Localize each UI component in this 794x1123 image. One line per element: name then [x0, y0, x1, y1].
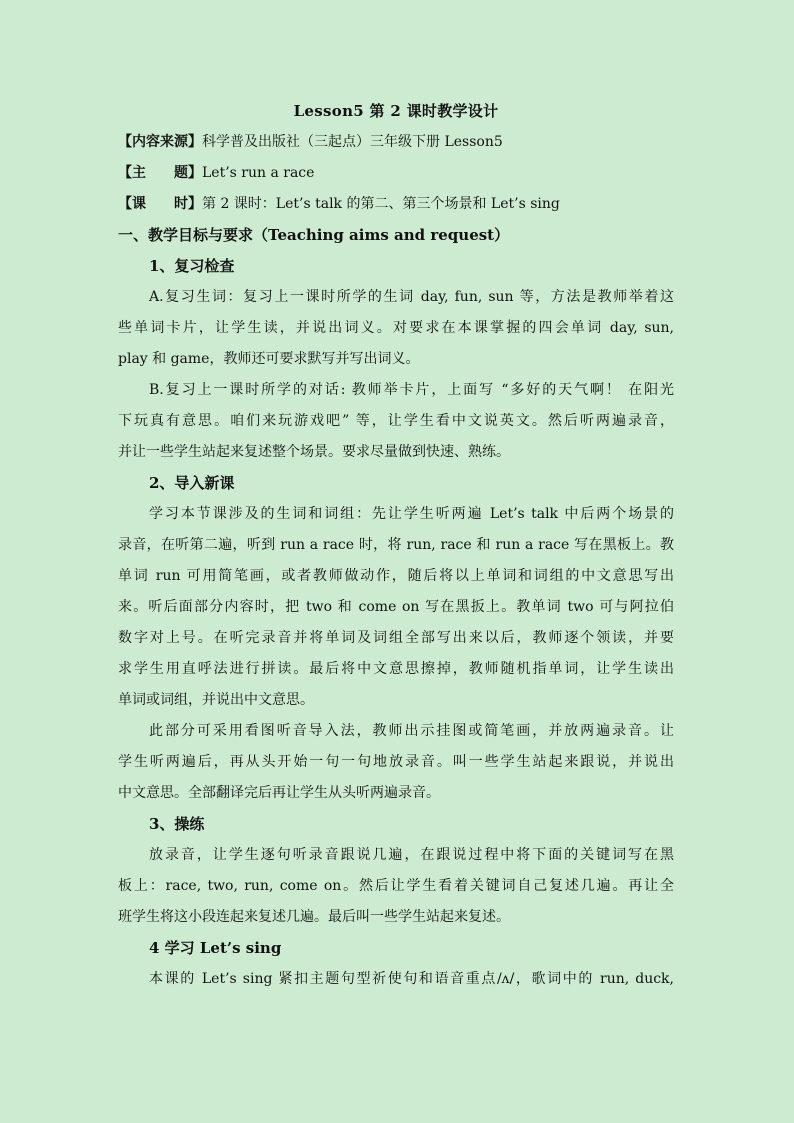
text-line: 此部分可采用看图听音导入法，教师出示挂图或简笔画，并放两遍录音。让 [149, 723, 674, 739]
sub2-heading: 2、导入新课 [149, 474, 235, 492]
sub3-heading: 3、操练 [149, 815, 205, 833]
text-line: 中文意思。全部翻译完后再让学生从头听两遍录音。 [118, 785, 440, 801]
meta-topic [118, 158, 674, 189]
text-line: 学生听两遍后，再从头开始一句一句地放录音。叫一些学生站起来跟说，并说出 [118, 754, 674, 770]
text-line: 单词 run 可用简笔画，或者教师做动作，随后将以上单词和词组的中文意思写出 [118, 568, 674, 584]
text-line: B.复习上一课时所学的对话: 教师举卡片，上面写 “多好的天气啊！ 在阳光 [149, 382, 674, 398]
text-line: 板上：race, two, run, come on。然后让学生看着关键词自己复述几遍。再让全 [118, 878, 674, 894]
meta-source-value: 科学普及出版社（三起点）三年级下册 Lesson5 [202, 134, 503, 150]
meta-topic-value: Let’s run a race [202, 165, 315, 181]
text-line: A.复习生词：复习上一课时所学的生词 day, fun, sun 等，方法是教师举着这 [149, 289, 674, 305]
document-page [118, 96, 674, 995]
text-line: 求学生用直呼法进行拼读。最后将中文意思擦掉，教师随机指单词，让学生读出 [118, 661, 674, 677]
text-line: 录音，在听第二遍，听到 run a race 时，将 run, race 和 run a race 写在黑板上。教 [118, 537, 674, 553]
sub4-paragraph [118, 964, 674, 995]
meta-source-label: 【内容来源】 [118, 134, 202, 150]
text-line: 并让一些学生站起来复述整个场景。要求尽量做到快速、熟练。 [118, 444, 510, 460]
text-line: 下玩真有意思。咱们来玩游戏吧” 等，让学生看中文说英文。然后听两遍录音， [118, 413, 674, 429]
document-title: Lesson5 第 2 课时教学设计 [293, 102, 499, 120]
text-line: 班学生将这小段连起来复述几遍。最后叫一些学生站起来复述。 [118, 909, 510, 925]
text-line: 来。听后面部分内容时，把 two 和 come on 写在黑扳上。教单词 two 可与阿拉伯 [118, 599, 674, 615]
section1-heading: 一、教学目标与要求（Teaching aims and request） [118, 226, 510, 244]
sub3-paragraph [118, 840, 674, 933]
sub4-heading: 4 学习 Let’s sing [149, 939, 282, 957]
text-line: play 和 game，教师还可要求默写并写出词义。 [118, 351, 420, 367]
text-line: 本课的 Let’s sing 紧扣主题句型祈使句和语音重点/ʌ/，歌词中的 run, duck, [149, 971, 674, 987]
text-line: 些单词卡片，让学生读，并说出词义。对要求在本课掌握的四会单词 day, sun, [118, 320, 674, 336]
meta-period [118, 189, 674, 220]
sub1-paragraph-a [118, 282, 674, 375]
meta-topic-label: 【主 题】 [118, 165, 202, 181]
text-line: 单词或词组，并说出中文意思。 [118, 692, 314, 708]
meta-period-label: 【课 时】 [118, 196, 202, 212]
sub1-paragraph-b [118, 375, 674, 468]
meta-source [118, 127, 674, 158]
meta-period-value: 第 2 课时：Let’s talk 的第二、第三个场景和 Let’s sing [202, 196, 560, 212]
text-line: 放录音，让学生逐句听录音跟说几遍，在跟说过程中将下面的关键词写在黑 [149, 847, 674, 863]
sub2-paragraph-2 [118, 716, 674, 809]
text-line: 学习本节课涉及的生词和词组：先让学生听两遍 Let’s talk 中后两个场景的 [149, 506, 674, 522]
text-line: 数字对上号。在听完录音并将单词及词组全部写出来以后，教师逐个领读，并要 [118, 630, 674, 646]
sub1-heading: 1、复习检查 [149, 257, 235, 275]
sub2-paragraph-1 [118, 499, 674, 716]
